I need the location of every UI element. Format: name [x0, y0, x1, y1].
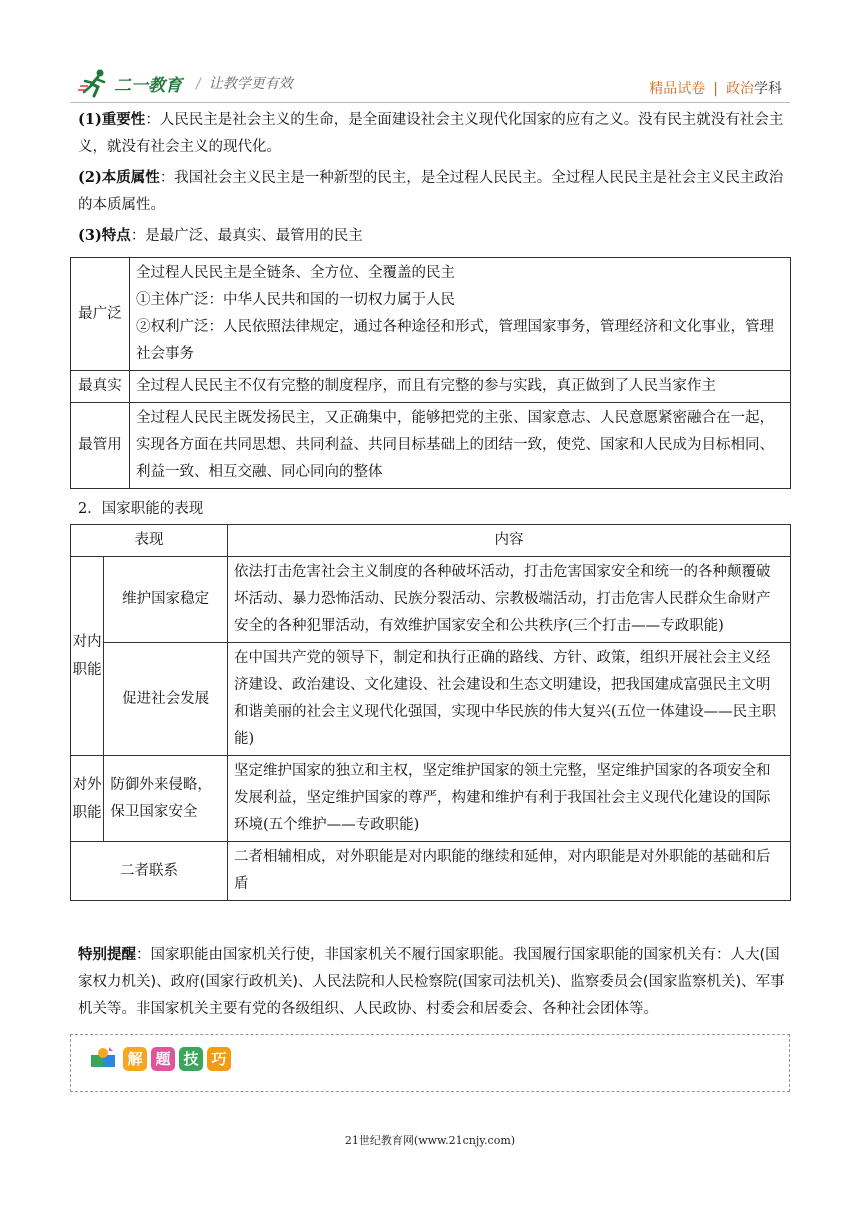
row-text: 坚定维护国家的独立和主权，坚定维护国家的领土完整，坚定维护国家的各项安全和发展利益，坚定维护国家的尊严，构建和维护有利于我国社会主义现代化建设的国际环境(五个维护——专政职能) [228, 756, 791, 842]
tip-char: 巧 [207, 1047, 231, 1071]
row-content: 全过程人民民主既发扬民主，又正确集中，能够把党的主张、国家意志、人民意愿紧密融合在一起，实现各方面在共同思想、共同利益、共同目标基础上的团结一致，使党、国家和人民成为目标相同、利益一致、相互交融、同心同向的整体 [130, 403, 791, 489]
row-key: 最广泛 [71, 258, 130, 371]
logo-text: 二一教育 [114, 75, 182, 96]
row-content: 全过程人民民主不仅有完整的制度程序，而且有完整的参与实践，真正做到了人民当家作主 [130, 371, 791, 403]
table-row [71, 403, 791, 489]
row-name: 防御外来侵略，保卫国家安全 [104, 756, 228, 842]
table-row [71, 842, 791, 901]
table-row [71, 643, 791, 756]
page-footer: 21世纪教育网(www.21cnjy.com) [344, 1134, 516, 1147]
table-row [71, 258, 791, 371]
special-note: 特别提醒：国家职能由国家机关行使，非国家机关不履行国家职能。我国履行国家职能的国家机关有：人大(国家权力机关)、政府(国家行政机关)、人民法院和人民检察院(国家司法机关)、监察委员会(国家监察机关)、军事机关等。非国家机关主要有党的各级组织、人民政协、村委会和居委会、各种社会团体等。 [78, 947, 785, 1017]
table-row [71, 371, 791, 403]
table-row [71, 756, 791, 842]
tip-char: 题 [151, 1047, 175, 1071]
row-text: 依法打击危害社会主义制度的各种破坏活动，打击危害国家安全和统一的各种颠覆破坏活动、暴力恐怖活动、民族分裂活动、宗教极端活动，打击危害人民群众生命财产安全的各种犯罪活动，有效维护国家安全和公共秩序(三个打击——专政职能) [228, 557, 791, 643]
tip-box [70, 1034, 790, 1092]
section-title: 2．国家职能的表现 [78, 501, 204, 517]
header-subject: 精品试卷 | 政治学科 [649, 81, 782, 97]
outer-label: 对外职能 [71, 756, 104, 842]
runner-logo-icon [78, 68, 112, 98]
row-key: 最真实 [71, 371, 130, 403]
inner-label: 对内职能 [71, 557, 104, 756]
page-header [70, 68, 790, 102]
row-text: 二者相辅相成，对外职能是对内职能的继续和延伸，对内职能是对外职能的基础和后盾 [228, 842, 791, 901]
head-right: 内容 [228, 525, 791, 557]
table-header-row [71, 525, 791, 557]
header-divider [70, 102, 790, 103]
row-text: 在中国共产党的领导下，制定和执行正确的路线、方针、政策，组织开展社会主义经济建设、政治建设、文化建设、社会建设和生态文明建设，把我国建成富强民主文明和谐美丽的社会主义现代化强国，实现中华民族的伟大复兴(五位一体建设——民主职能) [228, 643, 791, 756]
row-content: 全过程人民民主是全链条、全方位、全覆盖的民主 ①主体广泛：中华人民共和国的一切权力属于人民 ②权利广泛：人民依照法律规定，通过各种途径和形式，管理国家事务，管理经济和文化事业，管理社会事务 [130, 258, 791, 371]
table-row [71, 557, 791, 643]
row-name: 维护国家稳定 [104, 557, 228, 643]
functions-table [70, 524, 791, 901]
row-key: 最管用 [71, 403, 130, 489]
brand-logo [78, 68, 293, 98]
para-importance: (1)重要性：人民民主是社会主义的生命，是全面建设社会主义现代化国家的应有之义。没有民主就没有社会主义，就没有社会主义的现代化。 [78, 111, 784, 155]
para-features: (3)特点：是最广泛、最真实、最管用的民主 [78, 227, 363, 244]
head-left: 表现 [71, 525, 228, 557]
puzzle-icon [89, 1045, 117, 1073]
slogan: / 让教学更有效 [196, 76, 293, 92]
tip-char: 技 [179, 1047, 203, 1071]
tip-char: 解 [123, 1047, 147, 1071]
row-name: 二者联系 [71, 842, 228, 901]
row-name: 促进社会发展 [104, 643, 228, 756]
tip-title [123, 1047, 231, 1071]
features-table [70, 257, 791, 489]
para-essence: (2)本质属性：我国社会主义民主是一种新型的民主，是全过程人民民主。全过程人民民主是社会主义民主政治的本质属性。 [78, 169, 784, 213]
